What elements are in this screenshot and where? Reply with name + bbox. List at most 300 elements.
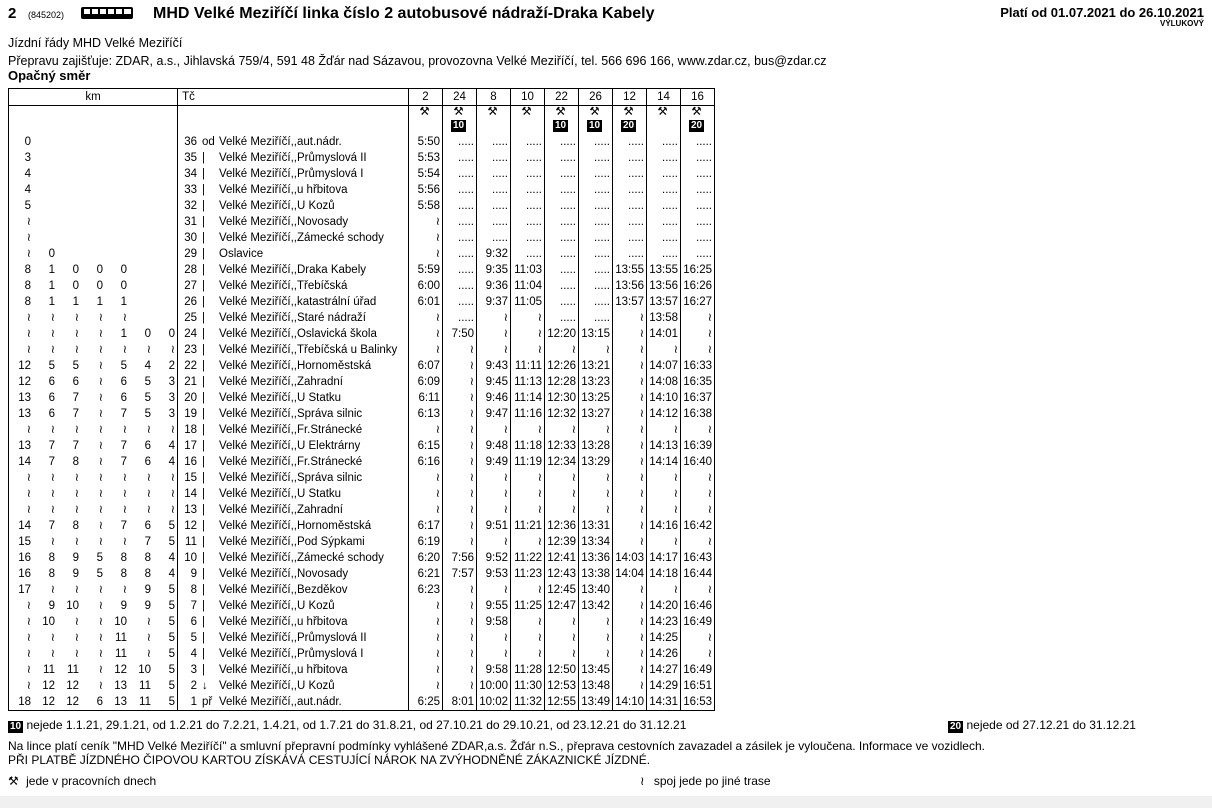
departure-time: ..... (545, 214, 579, 230)
km-value: 0 (144, 328, 151, 340)
stop-number: 11 (178, 534, 200, 550)
stop-name: Velké Meziříčí,,U Statku (219, 488, 342, 500)
km-value: 5 (144, 392, 151, 404)
km-value (105, 182, 129, 198)
departure-time: ≀ (681, 630, 715, 646)
blank-header (199, 89, 409, 106)
km-value: 8 (144, 552, 151, 564)
direction-mark: | (202, 504, 205, 516)
direction-mark: | (202, 520, 205, 532)
km-value (57, 150, 81, 166)
departure-time: 9:35 (477, 262, 511, 278)
km-value: ≀ (9, 326, 34, 342)
stop-name: Velké Meziříčí,,Fr.Stránecké (219, 424, 363, 436)
departure-time: ..... (647, 214, 681, 230)
km-value: ≀ (50, 424, 55, 436)
header (8, 5, 1204, 27)
departure-time: ≀ (443, 438, 477, 454)
stop-name: Velké Meziříčí,,aut.nádr. (219, 694, 409, 711)
departure-time: ≀ (613, 678, 647, 694)
departure-time: 9:53 (477, 566, 511, 582)
departure-time: 12:53 (545, 678, 579, 694)
departure-time: ..... (443, 246, 477, 262)
departure-time: ≀ (443, 646, 477, 662)
km-value (81, 134, 105, 150)
stop-number: 32 (178, 198, 200, 214)
departure-time: ≀ (477, 646, 511, 662)
stop-name: Velké Meziříčí,,aut.nádr. (219, 136, 342, 148)
departure-time: ..... (545, 262, 579, 278)
departure-time: 11:18 (511, 438, 545, 454)
departure-time: ≀ (443, 374, 477, 390)
km-value: ≀ (98, 616, 103, 628)
km-value: 3 (168, 392, 175, 404)
km-value (153, 310, 178, 326)
departure-time: ≀ (545, 646, 579, 662)
stop-number: 4 (178, 646, 200, 662)
direction-mark: | (202, 488, 205, 500)
km-value: 1 (48, 296, 55, 308)
km-value: ≀ (9, 246, 34, 262)
km-value: 7 (72, 408, 79, 420)
km-value: 1 (48, 264, 55, 276)
note-20-text: nejede od 27.12.21 do 31.12.21 (966, 718, 1136, 732)
departure-time: ≀ (613, 518, 647, 534)
departure-time: 14:29 (647, 678, 681, 694)
trip-header: 10 (511, 89, 545, 106)
km-value (105, 198, 129, 214)
hammer-icon: ⚒ (555, 106, 566, 118)
km-value: 0 (9, 134, 34, 150)
km-value: 10 (66, 600, 79, 612)
km-value: ≀ (9, 470, 34, 486)
stop-number: 6 (178, 614, 200, 630)
stop-name: Velké Meziříčí,,u hřbitova (219, 184, 348, 196)
stop-number: 36 (178, 134, 200, 150)
km-value: 13 (114, 680, 127, 692)
km-value: ≀ (146, 344, 151, 356)
km-value: 6 (81, 694, 105, 711)
departure-time: ≀ (545, 630, 579, 646)
km-value: 0 (120, 280, 127, 292)
departure-time: 13:34 (579, 534, 613, 550)
departure-time: ≀ (443, 422, 477, 438)
km-value (81, 182, 105, 198)
stop-number: 1 (178, 694, 200, 711)
trip-symbols (545, 106, 579, 135)
departure-time: 6:25 (409, 694, 443, 711)
departure-time: ..... (613, 198, 647, 214)
km-value: 11 (139, 680, 151, 692)
departure-time: 11:23 (511, 566, 545, 582)
hammer-icon: ⚒ (657, 106, 668, 118)
km-value: 9 (120, 600, 127, 612)
direction-mark: ↓ (202, 680, 208, 692)
departure-time: ≀ (477, 326, 511, 342)
trip-header: 8 (477, 89, 511, 106)
stop-number: 21 (178, 374, 200, 390)
table-row (9, 310, 715, 326)
departure-time: ≀ (579, 630, 613, 646)
stop-number: 13 (178, 502, 200, 518)
departure-time: 6:16 (409, 454, 443, 470)
km-value: 8 (48, 568, 55, 580)
departure-time: 16:43 (681, 550, 715, 566)
km-value: ≀ (170, 488, 175, 500)
stop-name: Velké Meziříčí,,Novosady (219, 568, 349, 580)
departure-time: ≀ (409, 630, 443, 646)
km-value: ≀ (98, 456, 103, 468)
departure-time: 11:28 (511, 662, 545, 678)
stop-name: Velké Meziříčí,,Průmyslová II (219, 632, 367, 644)
km-value (129, 134, 153, 150)
departure-time: ..... (579, 294, 613, 310)
hammer-icon: ⚒ (691, 106, 702, 118)
km-value: ≀ (146, 424, 151, 436)
departure-time: ≀ (579, 470, 613, 486)
km-value: ≀ (98, 408, 103, 420)
km-cell (81, 106, 105, 135)
km-value: 4 (9, 182, 34, 198)
km-value (153, 182, 178, 198)
departure-time: 13:56 (647, 278, 681, 294)
departure-time: 16:42 (681, 518, 715, 534)
departure-time: 9:32 (477, 246, 511, 262)
km-cell (153, 106, 178, 135)
km-value (105, 150, 129, 166)
departure-time: ≀ (613, 646, 647, 662)
departure-time: ≀ (443, 342, 477, 358)
departure-time: ..... (579, 166, 613, 182)
departure-time: ..... (647, 134, 681, 150)
departure-time: 12:28 (545, 374, 579, 390)
departure-time: ≀ (545, 470, 579, 486)
departure-time: ..... (681, 230, 715, 246)
trip-header: 14 (647, 89, 681, 106)
departure-time: ≀ (409, 678, 443, 694)
km-value (105, 134, 129, 150)
departure-time: ..... (545, 278, 579, 294)
trip-header: 16 (681, 89, 715, 106)
km-value: ≀ (9, 502, 34, 518)
table-row (9, 166, 715, 182)
trip-symbols (511, 106, 545, 135)
departure-time: ..... (545, 246, 579, 262)
departure-time: 16:53 (681, 694, 715, 711)
km-value (105, 246, 129, 262)
km-value: 12 (66, 680, 79, 692)
note-20 (948, 718, 1136, 733)
departure-time: ≀ (681, 310, 715, 326)
direction-mark: | (202, 456, 205, 468)
stop-number: 18 (178, 422, 200, 438)
km-value: ≀ (50, 536, 55, 548)
km-value: ≀ (122, 344, 127, 356)
km-value: ≀ (9, 630, 34, 646)
departure-time: 14:01 (647, 326, 681, 342)
departure-time: ..... (647, 150, 681, 166)
km-value: 0 (72, 280, 79, 292)
km-value: 12 (42, 680, 55, 692)
departure-time: ≀ (443, 486, 477, 502)
direction-mark: | (202, 584, 205, 596)
km-value: 6 (144, 520, 151, 532)
km-value: 9 (72, 568, 79, 580)
stop-name: Velké Meziříčí,,Průmyslová I (219, 168, 364, 180)
departure-time: ..... (511, 150, 545, 166)
departure-time: ..... (579, 230, 613, 246)
departure-time: 5:59 (409, 262, 443, 278)
departure-time: 13:57 (647, 294, 681, 310)
departure-time: ..... (443, 182, 477, 198)
direction-mark: | (202, 440, 205, 452)
departure-time: ≀ (613, 342, 647, 358)
chip-card-note: PŘI PLATBĚ JÍZDNÉHO ČIPOVOU KARTOU ZÍSKÁVÁ CESTUJÍCÍ NÁROK NA ZVÝHODNĚNÉ ZÁKAZNICKÉ JÍZDNÉ. (8, 753, 651, 767)
km-value (33, 198, 57, 214)
table-row (9, 230, 715, 246)
line-number: 2 (8, 5, 17, 22)
departure-time: 14:27 (647, 662, 681, 678)
km-value: 8 (72, 456, 79, 468)
departure-time: 13:15 (579, 326, 613, 342)
km-value: ≀ (74, 648, 79, 660)
km-value: ≀ (50, 312, 55, 324)
km-value: ≀ (170, 504, 175, 516)
departure-time: ≀ (409, 422, 443, 438)
departure-time: ..... (443, 198, 477, 214)
departure-time: ≀ (613, 310, 647, 326)
km-value: 7 (120, 408, 127, 420)
departure-time: ..... (613, 182, 647, 198)
km-value (33, 166, 57, 182)
departure-time: ..... (443, 134, 477, 150)
departure-time: ≀ (579, 502, 613, 518)
stop-name: Velké Meziříčí,,Pod Sýpkami (219, 536, 365, 548)
departure-time: 12:34 (545, 454, 579, 470)
departure-time: 6:17 (409, 518, 443, 534)
departure-time: 7:50 (443, 326, 477, 342)
hammer-icon: ⚒ (8, 774, 19, 788)
departure-time: 13:29 (579, 454, 613, 470)
table-row (9, 502, 715, 518)
hammer-icon: ⚒ (487, 106, 498, 118)
departure-time: 12:26 (545, 358, 579, 374)
departure-time: ≀ (409, 470, 443, 486)
table-row (9, 278, 715, 294)
timetable (8, 88, 715, 711)
km-value: 8 (72, 520, 79, 532)
departure-time: ..... (681, 182, 715, 198)
km-value (129, 150, 153, 166)
departure-time: ..... (681, 150, 715, 166)
departure-time: 14:13 (647, 438, 681, 454)
departure-time: 5:56 (409, 182, 443, 198)
km-value: ≀ (74, 504, 79, 516)
departure-time: 6:01 (409, 294, 443, 310)
departure-time: 9:45 (477, 374, 511, 390)
km-value: ≀ (98, 584, 103, 596)
departure-time: 14:25 (647, 630, 681, 646)
departure-time: ..... (681, 198, 715, 214)
table-row (9, 438, 715, 454)
km-value: ≀ (98, 472, 103, 484)
timetable-type: VÝLUKOVÝ (1159, 19, 1204, 28)
departure-time: ≀ (613, 534, 647, 550)
departure-time: ≀ (545, 502, 579, 518)
direction-mark: od (202, 136, 215, 148)
km-value: ≀ (50, 648, 55, 660)
km-value: ≀ (170, 424, 175, 436)
departure-time: 9:55 (477, 598, 511, 614)
km-value: ≀ (98, 360, 103, 372)
departure-time: ≀ (647, 534, 681, 550)
departure-time: ..... (443, 214, 477, 230)
km-value: 5 (168, 600, 175, 612)
km-value: ≀ (122, 536, 127, 548)
departure-time: 13:25 (579, 390, 613, 406)
km-value: 4 (9, 166, 34, 182)
stop-number: 30 (178, 230, 200, 246)
departure-time: ≀ (511, 470, 545, 486)
stop-name: Velké Meziříčí,,u hřbitova (219, 664, 348, 676)
departure-time: ≀ (613, 390, 647, 406)
departure-time: 9:43 (477, 358, 511, 374)
km-value (81, 230, 105, 246)
departure-time: 13:55 (613, 262, 647, 278)
km-value (153, 294, 178, 310)
departure-time: ..... (511, 230, 545, 246)
departure-time: ≀ (443, 454, 477, 470)
km-value: ≀ (122, 488, 127, 500)
km-value: 14 (9, 518, 34, 534)
departure-time: ≀ (477, 422, 511, 438)
km-value: 5 (168, 648, 175, 660)
stop-name: Velké Meziříčí,,Zahradní (219, 504, 343, 516)
departure-time: ≀ (681, 342, 715, 358)
departure-time: ≀ (409, 230, 443, 246)
departure-time: ..... (443, 166, 477, 182)
stop-number: 10 (178, 550, 200, 566)
km-value: 0 (120, 264, 127, 276)
stop-name: Velké Meziříčí,,U Statku (219, 392, 342, 404)
departure-time: 16:33 (681, 358, 715, 374)
km-value (81, 198, 105, 214)
departure-time: ≀ (409, 646, 443, 662)
departure-time: ..... (477, 230, 511, 246)
km-value: ≀ (98, 648, 103, 660)
km-value (153, 166, 178, 182)
direction-mark: | (202, 280, 205, 292)
km-value: 8 (48, 552, 55, 564)
km-cell (9, 106, 34, 135)
km-cell (57, 106, 81, 135)
stop-name: Velké Meziříčí,,U Kozů (219, 600, 335, 612)
departure-time: ≀ (681, 582, 715, 598)
departure-time: 14:20 (647, 598, 681, 614)
departure-time: ..... (511, 182, 545, 198)
stop-number: 3 (178, 662, 200, 678)
symbol-row (9, 106, 715, 135)
km-value: 11 (129, 694, 153, 711)
km-value (81, 166, 105, 182)
km-value: ≀ (98, 312, 103, 324)
km-value: 5 (153, 694, 178, 711)
departure-time: 6:09 (409, 374, 443, 390)
stop-number: 14 (178, 486, 200, 502)
departure-time: 16:37 (681, 390, 715, 406)
validity: Platí od 01.07.2021 do 26.10.2021 (1000, 5, 1204, 20)
km-value: 7 (120, 456, 127, 468)
stop-name: Velké Meziříčí,,Zámecké schody (219, 552, 384, 564)
km-value: 0 (72, 264, 79, 276)
stop-name: Velké Meziříčí,,Novosady (219, 216, 349, 228)
km-value: 5 (48, 360, 55, 372)
km-value: 6 (120, 392, 127, 404)
departure-time: 11:21 (511, 518, 545, 534)
km-value: ≀ (9, 214, 34, 230)
departure-time: ≀ (477, 342, 511, 358)
departure-time: ≀ (647, 486, 681, 502)
table-row (9, 358, 715, 374)
departure-time: ≀ (579, 422, 613, 438)
departure-time: ≀ (613, 326, 647, 342)
table-row (9, 198, 715, 214)
km-value: 10 (42, 616, 55, 628)
direction-mark: | (202, 200, 205, 212)
direction-mark: | (202, 616, 205, 628)
hammer-icon: ⚒ (453, 106, 464, 118)
km-value: ≀ (98, 488, 103, 500)
km-value: 5 (168, 536, 175, 548)
table-row (9, 150, 715, 166)
departure-time: 16:27 (681, 294, 715, 310)
km-value: 5 (168, 520, 175, 532)
km-header: km (9, 89, 178, 106)
stop-number: 19 (178, 406, 200, 422)
departure-time: ≀ (409, 246, 443, 262)
table-row (9, 134, 715, 150)
km-value: ≀ (9, 614, 34, 630)
departure-time: ≀ (511, 534, 545, 550)
direction-mark: | (202, 664, 205, 676)
km-value (129, 166, 153, 182)
departure-time: 11:05 (511, 294, 545, 310)
departure-time: ..... (647, 246, 681, 262)
departure-time: ..... (443, 150, 477, 166)
stop-number: 28 (178, 262, 200, 278)
km-value: ≀ (50, 344, 55, 356)
departure-time: ..... (545, 134, 579, 150)
stop-name: Velké Meziříčí,,U Kozů (219, 680, 335, 692)
departure-time: 11:16 (511, 406, 545, 422)
departure-time: ≀ (409, 598, 443, 614)
km-value: ≀ (9, 598, 34, 614)
table-row (9, 422, 715, 438)
departure-time: ≀ (409, 214, 443, 230)
departure-time: 9:58 (477, 614, 511, 630)
departure-time: 13:42 (579, 598, 613, 614)
departure-time: 6:23 (409, 582, 443, 598)
legend-other-route-text: spoj jede po jiné trase (653, 774, 771, 788)
departure-time: ≀ (443, 390, 477, 406)
departure-time: 11:11 (511, 358, 545, 374)
departure-time: ..... (613, 214, 647, 230)
departure-time: 9:46 (477, 390, 511, 406)
departure-time: ..... (681, 214, 715, 230)
departure-time: ..... (443, 230, 477, 246)
departure-time: ≀ (579, 614, 613, 630)
km-value: 11 (115, 648, 127, 660)
